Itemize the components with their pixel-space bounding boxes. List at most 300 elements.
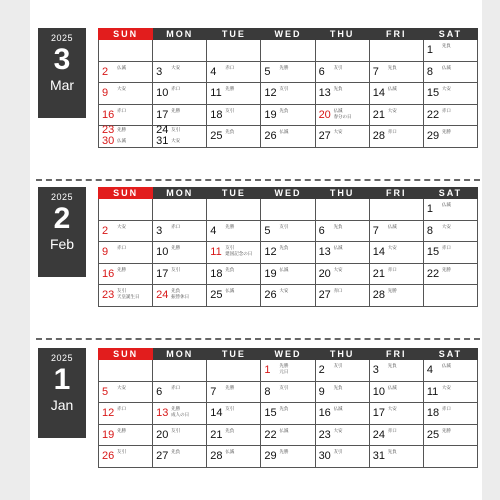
day-cell[interactable] bbox=[99, 381, 153, 403]
rokuyo-label: 先勝 bbox=[441, 266, 451, 272]
rokuyo-label: 大安 bbox=[279, 288, 289, 293]
rokuyo-label: 仏滅 bbox=[117, 138, 126, 143]
day-number: 13 bbox=[156, 407, 169, 420]
week-row bbox=[99, 83, 478, 105]
rokuyo-label: 赤口 bbox=[117, 245, 126, 250]
day-number: 7 bbox=[372, 224, 379, 237]
day-cell[interactable] bbox=[369, 424, 423, 446]
day-number: 5 bbox=[102, 385, 109, 398]
cut-line-divider bbox=[36, 338, 480, 340]
weekday-header: SAT bbox=[423, 349, 477, 360]
day-cell[interactable] bbox=[261, 242, 315, 264]
day-cell[interactable] bbox=[99, 220, 153, 242]
day-cell[interactable] bbox=[261, 446, 315, 468]
weekday-header: SUN bbox=[99, 29, 153, 40]
day-number: 26 bbox=[264, 130, 277, 143]
day-number: 6 bbox=[318, 224, 325, 237]
day-cell[interactable] bbox=[99, 126, 153, 148]
rokuyo-label: 先勝 bbox=[441, 427, 451, 433]
empty-cell bbox=[315, 40, 369, 62]
day-cell[interactable] bbox=[207, 403, 261, 425]
day-cell[interactable] bbox=[423, 424, 477, 446]
day-cell[interactable] bbox=[153, 83, 207, 105]
rokuyo-label: 赤口 bbox=[387, 427, 397, 433]
rokuyo-label: 仏滅 bbox=[441, 64, 451, 70]
day-cell[interactable] bbox=[315, 220, 369, 242]
day-number: 1 bbox=[264, 364, 271, 377]
day-number: 22 bbox=[264, 428, 277, 441]
day-cell[interactable] bbox=[207, 61, 261, 83]
day-cell[interactable] bbox=[369, 126, 423, 148]
weekday-header: FRI bbox=[369, 349, 423, 360]
weekday-header: SUN bbox=[99, 188, 153, 199]
weekday-header-row bbox=[99, 349, 478, 360]
month-grid bbox=[98, 348, 478, 468]
rokuyo-label: 先勝 bbox=[225, 223, 235, 229]
weekday-header: WED bbox=[261, 29, 315, 40]
day-cell[interactable] bbox=[207, 285, 261, 307]
rokuyo-label: 仏滅 bbox=[279, 266, 289, 272]
rokuyo-label: 先勝 bbox=[117, 266, 126, 272]
day-cell[interactable] bbox=[369, 220, 423, 242]
day-number: 24 bbox=[156, 124, 169, 136]
day-cell[interactable] bbox=[261, 61, 315, 83]
day-cell[interactable] bbox=[261, 403, 315, 425]
weekday-header: MON bbox=[153, 188, 207, 199]
day-number: 19 bbox=[264, 267, 277, 280]
day-cell[interactable] bbox=[207, 263, 261, 285]
rokuyo-label: 大安 bbox=[117, 223, 126, 229]
day-cell[interactable] bbox=[315, 83, 369, 105]
rokuyo-label: 大安 bbox=[387, 406, 397, 411]
day-number: 13 bbox=[318, 87, 331, 100]
rokuyo-label: 先負 bbox=[225, 427, 235, 433]
rokuyo-label: 仏滅 bbox=[387, 223, 397, 229]
day-cell[interactable] bbox=[153, 104, 207, 126]
week-row bbox=[99, 242, 478, 264]
rokuyo-label: 友引 bbox=[279, 223, 289, 229]
day-cell[interactable] bbox=[369, 403, 423, 425]
weekday-header: THU bbox=[315, 188, 369, 199]
empty-cell bbox=[99, 199, 153, 221]
rokuyo-label: 先勝 bbox=[225, 384, 235, 390]
day-cell[interactable] bbox=[315, 403, 369, 425]
empty-cell bbox=[153, 40, 207, 62]
day-cell[interactable] bbox=[153, 263, 207, 285]
weekday-header: TUE bbox=[207, 349, 261, 360]
day-cell[interactable] bbox=[207, 83, 261, 105]
month-name: Jan bbox=[50, 397, 74, 413]
day-number: 22 bbox=[426, 267, 440, 280]
day-number: 30 bbox=[102, 135, 115, 147]
rokuyo-label: 友引 bbox=[225, 107, 235, 113]
rokuyo-label: 仏滅 bbox=[225, 288, 235, 293]
rokuyo-label: 大安 bbox=[171, 138, 181, 143]
month-tag bbox=[38, 187, 86, 277]
day-number: 20 bbox=[318, 108, 331, 121]
day-cell[interactable] bbox=[369, 285, 423, 307]
day-cell[interactable] bbox=[99, 403, 153, 425]
day-cell[interactable] bbox=[261, 360, 315, 382]
rokuyo-label: 仏滅 bbox=[279, 427, 289, 433]
day-cell[interactable] bbox=[423, 360, 477, 382]
rokuyo-label: 大安 bbox=[333, 129, 343, 134]
rokuyo-label: 先勝 bbox=[279, 64, 289, 70]
day-cell[interactable] bbox=[261, 220, 315, 242]
rokuyo-label: 友引 bbox=[333, 363, 343, 368]
rokuyo-label: 先勝 bbox=[117, 127, 126, 132]
day-number: 12 bbox=[264, 246, 277, 259]
day-number: 14 bbox=[372, 246, 385, 259]
day-cell[interactable] bbox=[369, 104, 423, 126]
rokuyo-label: 先負 bbox=[387, 64, 397, 70]
weekday-header: SAT bbox=[423, 29, 477, 40]
day-cell[interactable] bbox=[369, 263, 423, 285]
day-cell[interactable] bbox=[315, 242, 369, 264]
rokuyo-label: 友引 bbox=[225, 406, 235, 411]
day-number: 10 bbox=[156, 87, 169, 100]
day-cell[interactable] bbox=[153, 403, 207, 425]
day-cell[interactable] bbox=[153, 285, 207, 307]
rokuyo-label: 赤口 bbox=[171, 86, 181, 91]
rokuyo-label: 赤口 bbox=[171, 384, 181, 390]
day-cell[interactable] bbox=[99, 263, 153, 285]
rokuyo-label: 仏滅 bbox=[117, 64, 126, 70]
day-cell[interactable] bbox=[423, 199, 477, 221]
rokuyo-label: 先負 bbox=[279, 406, 289, 411]
day-number: 10 bbox=[156, 246, 169, 259]
rokuyo-label: 仏滅 bbox=[387, 86, 397, 91]
day-number: 21 bbox=[210, 428, 223, 441]
day-cell[interactable] bbox=[369, 83, 423, 105]
rokuyo-label: 赤口 bbox=[171, 223, 181, 229]
empty-cell bbox=[99, 360, 153, 382]
day-number: 11 bbox=[426, 385, 439, 398]
week-row bbox=[99, 381, 478, 403]
rokuyo-label: 先負 bbox=[333, 384, 343, 390]
day-number: 3 bbox=[372, 364, 379, 377]
week-row bbox=[99, 220, 478, 242]
day-number: 4 bbox=[426, 364, 433, 377]
week-row bbox=[99, 40, 478, 62]
day-number: 26 bbox=[264, 289, 277, 302]
day-number: 18 bbox=[210, 267, 223, 280]
day-number: 15 bbox=[426, 246, 440, 259]
empty-cell bbox=[207, 360, 261, 382]
month-tag bbox=[38, 28, 86, 118]
day-number: 20 bbox=[318, 267, 331, 280]
day-cell[interactable] bbox=[369, 61, 423, 83]
rokuyo-label: 大安 bbox=[171, 64, 181, 70]
weekday-header: MON bbox=[153, 29, 207, 40]
rokuyo-label: 友引 bbox=[171, 266, 181, 272]
rokuyo-label: 赤口 bbox=[387, 129, 397, 134]
weekday-header: TUE bbox=[207, 188, 261, 199]
day-number: 27 bbox=[156, 450, 169, 463]
rokuyo-label: 先負 bbox=[279, 245, 289, 250]
rokuyo-label: 先勝 bbox=[387, 288, 397, 293]
day-number: 23 bbox=[102, 289, 115, 302]
day-cell[interactable] bbox=[369, 381, 423, 403]
day-number: 23 bbox=[102, 124, 115, 136]
rokuyo-label: 友引 bbox=[171, 127, 181, 132]
day-cell[interactable] bbox=[423, 220, 477, 242]
day-cell[interactable] bbox=[99, 446, 153, 468]
day-cell[interactable] bbox=[315, 285, 369, 307]
day-number: 17 bbox=[156, 267, 169, 280]
day-number: 13 bbox=[318, 246, 331, 259]
day-number: 31 bbox=[156, 135, 169, 147]
day-number: 14 bbox=[210, 407, 223, 420]
rokuyo-label: 大安 bbox=[117, 86, 126, 91]
rokuyo-label: 仏滅 bbox=[333, 107, 343, 113]
rokuyo-label: 友引 bbox=[279, 86, 289, 91]
week-row bbox=[99, 424, 478, 446]
rokuyo-label: 先負 bbox=[171, 288, 181, 293]
day-number: 25 bbox=[426, 428, 440, 441]
weekday-header: THU bbox=[315, 29, 369, 40]
day-cell[interactable] bbox=[369, 242, 423, 264]
rokuyo-label: 大安 bbox=[333, 427, 343, 433]
day-number: 28 bbox=[372, 130, 385, 143]
day-cell[interactable] bbox=[261, 126, 315, 148]
weekday-header: TUE bbox=[207, 29, 261, 40]
holiday-label: 建国記念の日 bbox=[225, 251, 253, 256]
day-cell[interactable] bbox=[261, 285, 315, 307]
rokuyo-label: 大安 bbox=[387, 245, 397, 250]
weekday-header-row bbox=[99, 188, 478, 199]
day-number: 27 bbox=[318, 289, 331, 302]
day-number: 1 bbox=[426, 44, 433, 57]
day-number: 6 bbox=[318, 65, 325, 78]
day-number: 10 bbox=[372, 385, 385, 398]
day-cell[interactable] bbox=[261, 263, 315, 285]
rokuyo-label: 先勝 bbox=[279, 449, 289, 454]
rokuyo-label: 赤口 bbox=[441, 245, 451, 250]
rokuyo-label: 友引 bbox=[225, 245, 235, 250]
rokuyo-label: 仏滅 bbox=[279, 129, 289, 134]
day-number: 8 bbox=[426, 224, 433, 237]
holiday-label: 天皇誕生日 bbox=[117, 294, 140, 299]
day-cell[interactable] bbox=[99, 104, 153, 126]
day-cell[interactable] bbox=[423, 242, 477, 264]
day-number: 4 bbox=[210, 224, 217, 237]
rokuyo-label: 友引 bbox=[279, 384, 289, 390]
empty-cell bbox=[153, 360, 207, 382]
day-number: 8 bbox=[426, 65, 433, 78]
month-name: Mar bbox=[49, 77, 75, 93]
day-number: 24 bbox=[372, 428, 385, 441]
month-grid bbox=[98, 187, 478, 307]
day-cell[interactable] bbox=[153, 242, 207, 264]
day-number: 19 bbox=[102, 428, 115, 441]
day-cell[interactable] bbox=[315, 381, 369, 403]
day-cell[interactable] bbox=[99, 242, 153, 264]
rokuyo-label: 大安 bbox=[441, 384, 451, 390]
rokuyo-label: 大安 bbox=[117, 384, 126, 390]
day-cell[interactable] bbox=[153, 61, 207, 83]
day-cell[interactable] bbox=[153, 126, 207, 148]
day-number: 1 bbox=[426, 203, 433, 216]
rokuyo-label: 赤口 bbox=[225, 64, 235, 70]
week-row bbox=[99, 446, 478, 468]
weekday-header: FRI bbox=[369, 188, 423, 199]
empty-cell bbox=[261, 199, 315, 221]
day-cell[interactable] bbox=[99, 285, 153, 307]
rokuyo-label: 先勝 bbox=[171, 107, 181, 113]
day-number: 21 bbox=[372, 267, 385, 280]
day-cell[interactable] bbox=[423, 83, 477, 105]
week-row bbox=[99, 403, 478, 425]
day-number: 16 bbox=[102, 108, 115, 121]
day-cell[interactable] bbox=[261, 381, 315, 403]
month-name: Feb bbox=[49, 236, 75, 252]
rokuyo-label: 先負 bbox=[225, 266, 235, 272]
day-cell[interactable] bbox=[99, 424, 153, 446]
day-cell[interactable] bbox=[315, 263, 369, 285]
day-number: 2 bbox=[318, 364, 325, 377]
day-number: 29 bbox=[426, 130, 440, 143]
day-number: 3 bbox=[156, 65, 163, 78]
year-label: 2025 bbox=[50, 192, 74, 202]
empty-cell bbox=[261, 40, 315, 62]
day-number: 19 bbox=[264, 108, 277, 121]
day-cell[interactable] bbox=[153, 446, 207, 468]
day-cell[interactable] bbox=[207, 242, 261, 264]
day-cell[interactable] bbox=[153, 220, 207, 242]
rokuyo-label: 先勝 bbox=[117, 427, 126, 433]
day-number: 20 bbox=[156, 428, 169, 441]
weekday-header: WED bbox=[261, 188, 315, 199]
weekday-header: SUN bbox=[99, 349, 153, 360]
rokuyo-label: 赤口 bbox=[387, 266, 397, 272]
day-cell[interactable] bbox=[261, 104, 315, 126]
day-number: 8 bbox=[264, 385, 271, 398]
year-label: 2025 bbox=[50, 353, 74, 363]
day-cell[interactable] bbox=[315, 360, 369, 382]
day-number: 16 bbox=[318, 407, 331, 420]
week-row bbox=[99, 263, 478, 285]
empty-cell bbox=[207, 40, 261, 62]
day-cell[interactable] bbox=[207, 220, 261, 242]
month-number: 2 bbox=[53, 202, 71, 235]
rokuyo-label: 仏滅 bbox=[441, 363, 451, 368]
rokuyo-label: 友引 bbox=[171, 427, 181, 433]
week-row bbox=[99, 285, 478, 307]
day-number: 15 bbox=[426, 87, 440, 100]
rokuyo-label: 先負 bbox=[171, 449, 181, 454]
day-number: 5 bbox=[264, 65, 271, 78]
empty-cell bbox=[423, 446, 477, 468]
day-cell[interactable] bbox=[315, 61, 369, 83]
rokuyo-label: 仏滅 bbox=[225, 449, 235, 454]
day-number: 30 bbox=[318, 450, 331, 463]
rokuyo-label: 友引 bbox=[117, 449, 126, 454]
rokuyo-label: 仏滅 bbox=[387, 384, 397, 390]
day-cell[interactable] bbox=[261, 424, 315, 446]
day-number: 9 bbox=[318, 385, 325, 398]
weekday-header: WED bbox=[261, 349, 315, 360]
day-cell[interactable] bbox=[207, 446, 261, 468]
day-number: 25 bbox=[210, 289, 223, 302]
day-cell[interactable] bbox=[207, 381, 261, 403]
rokuyo-label: 先勝 bbox=[279, 363, 289, 368]
rokuyo-label: 大安 bbox=[441, 86, 451, 91]
day-number: 18 bbox=[210, 108, 223, 121]
rokuyo-label: 赤口 bbox=[441, 406, 451, 411]
weekday-header-row bbox=[99, 29, 478, 40]
day-cell[interactable] bbox=[99, 61, 153, 83]
rokuyo-label: 仏滅 bbox=[441, 202, 451, 207]
day-number: 2 bbox=[102, 224, 109, 237]
empty-cell bbox=[207, 199, 261, 221]
day-cell[interactable] bbox=[423, 263, 477, 285]
rokuyo-label: 赤口 bbox=[117, 107, 126, 113]
rokuyo-label: 先勝 bbox=[225, 86, 235, 91]
day-number: 7 bbox=[210, 385, 217, 398]
day-number: 25 bbox=[210, 130, 223, 143]
day-cell[interactable] bbox=[315, 126, 369, 148]
day-cell[interactable] bbox=[99, 83, 153, 105]
day-number: 17 bbox=[372, 407, 385, 420]
day-number: 12 bbox=[264, 87, 277, 100]
month-number: 1 bbox=[53, 363, 71, 396]
day-cell[interactable] bbox=[315, 104, 369, 126]
day-cell[interactable] bbox=[423, 403, 477, 425]
day-cell[interactable] bbox=[369, 446, 423, 468]
empty-cell bbox=[99, 40, 153, 62]
day-cell[interactable] bbox=[315, 446, 369, 468]
holiday-label: 振替休日 bbox=[171, 294, 190, 299]
day-cell[interactable] bbox=[423, 61, 477, 83]
month-tag bbox=[38, 348, 86, 438]
day-cell[interactable] bbox=[315, 424, 369, 446]
holiday-label: 春分の日 bbox=[333, 113, 352, 119]
day-number: 26 bbox=[102, 450, 115, 463]
day-number: 31 bbox=[372, 450, 385, 463]
day-cell[interactable] bbox=[207, 126, 261, 148]
rokuyo-label: 赤口 bbox=[117, 406, 126, 411]
rokuyo-label: 先負 bbox=[387, 449, 397, 454]
day-number: 15 bbox=[264, 407, 277, 420]
day-cell[interactable] bbox=[369, 360, 423, 382]
day-cell[interactable] bbox=[207, 424, 261, 446]
day-number: 24 bbox=[156, 289, 169, 302]
cut-line-divider bbox=[36, 179, 480, 181]
day-number: 28 bbox=[372, 289, 385, 302]
day-cell[interactable] bbox=[153, 424, 207, 446]
rokuyo-label: 先負 bbox=[225, 129, 235, 134]
day-cell[interactable] bbox=[207, 104, 261, 126]
day-cell[interactable] bbox=[423, 126, 477, 148]
day-number: 9 bbox=[102, 87, 109, 100]
rokuyo-label: 赤口 bbox=[441, 107, 451, 113]
day-number: 18 bbox=[426, 407, 440, 420]
rokuyo-label: 仏滅 bbox=[333, 245, 343, 250]
empty-cell bbox=[369, 199, 423, 221]
rokuyo-label: 先負 bbox=[279, 107, 289, 113]
rokuyo-label: 大安 bbox=[333, 266, 343, 272]
day-number: 22 bbox=[426, 108, 440, 121]
week-row bbox=[99, 104, 478, 126]
day-cell[interactable] bbox=[423, 40, 477, 62]
day-number: 27 bbox=[318, 130, 331, 143]
day-cell[interactable] bbox=[261, 83, 315, 105]
day-cell[interactable] bbox=[423, 381, 477, 403]
day-cell[interactable] bbox=[153, 381, 207, 403]
day-cell[interactable] bbox=[423, 104, 477, 126]
weekday-header: FRI bbox=[369, 29, 423, 40]
